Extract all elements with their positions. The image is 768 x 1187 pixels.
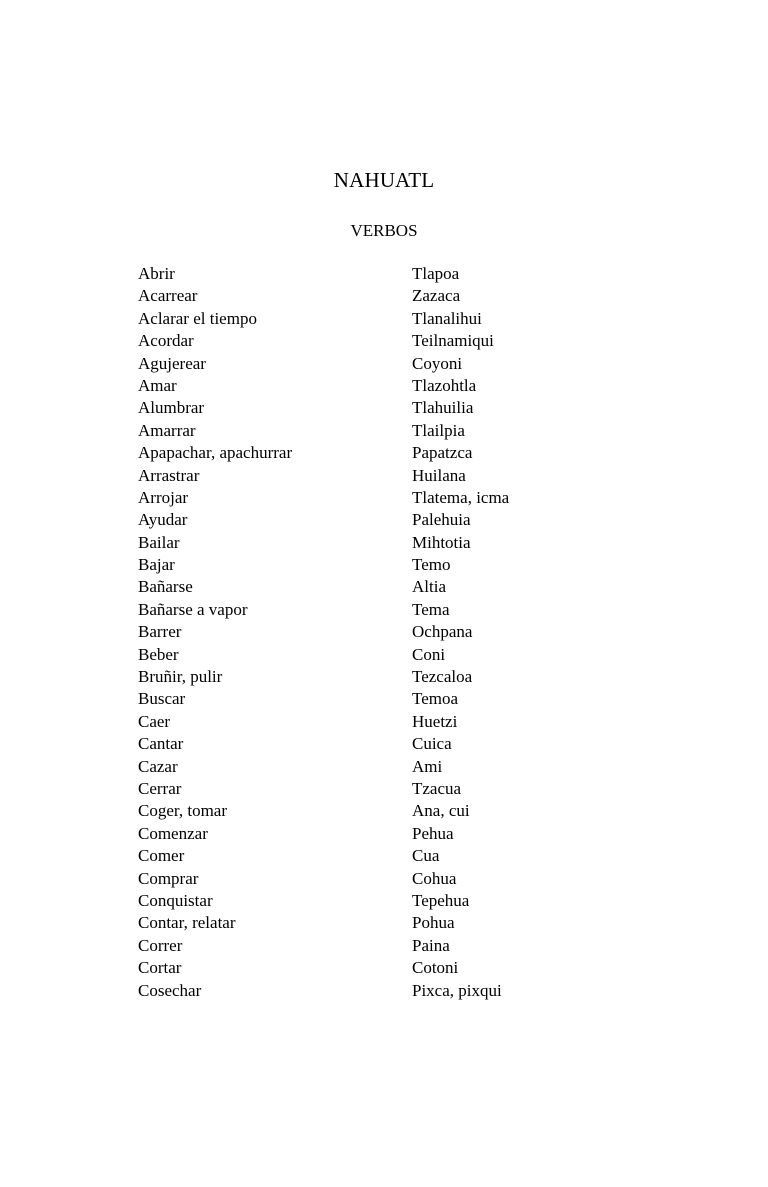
spanish-word: Arrastrar [138,465,200,485]
vocab-row [138,778,638,800]
spanish-word: Arrojar [138,487,189,507]
nahuatl-word: Tzacua [412,778,462,798]
nahuatl-word: Huetzi [412,711,458,731]
nahuatl-word: Huilana [412,465,466,485]
nahuatl-word: Paina [412,935,450,955]
vocab-row [138,397,638,419]
nahuatl-word: Altia [412,577,446,597]
nahuatl-word: Cuica [412,734,452,754]
spanish-word: Bañarse a vapor [138,599,248,619]
spanish-word: Conquistar [138,890,213,910]
vocab-row [138,644,638,666]
nahuatl-word: Coyoni [412,353,463,373]
spanish-word: Comer [138,846,185,866]
vocab-row [138,532,638,554]
spanish-word: Coger, tomar [138,801,228,821]
spanish-word: Comprar [138,868,199,888]
spanish-word: Correr [138,935,183,955]
nahuatl-word: Mihtotia [412,532,471,552]
vocab-row [138,509,638,531]
nahuatl-word: Tlahuilia [412,398,474,418]
page-title: NAHUATL [333,168,435,192]
nahuatl-word: Pehua [412,823,454,843]
nahuatl-word: Ami [412,756,443,776]
vocab-row [138,285,638,307]
vocab-row [138,353,638,375]
spanish-word: Agujerear [138,353,206,373]
vocab-row [138,263,638,285]
nahuatl-word: Tezcaloa [412,667,473,687]
spanish-word: Acordar [138,331,194,351]
vocab-row [138,465,638,487]
spanish-word: Buscar [138,689,186,709]
vocab-row [138,576,638,598]
spanish-word: Acarrear [138,286,198,306]
nahuatl-word: Teilnamiqui [412,331,494,351]
nahuatl-word: Temo [412,555,451,575]
nahuatl-word: Ochpana [412,622,473,642]
vocab-row [138,442,638,464]
spanish-word: Amarrar [138,420,196,440]
vocab-row [138,957,638,979]
vocab-row [138,621,638,643]
spanish-word: Bajar [138,555,175,575]
spanish-word: Cantar [138,734,184,754]
spanish-word: Ayudar [138,510,188,530]
nahuatl-word: Cotoni [412,958,459,978]
vocab-row [138,420,638,442]
spanish-word: Bailar [138,532,180,552]
nahuatl-word: Pixca, pixqui [412,980,502,1000]
nahuatl-word: Temoa [412,689,459,709]
spanish-word: Amar [138,375,177,395]
vocab-row [138,688,638,710]
vocab-row [138,845,638,867]
spanish-word: Abrir [138,264,175,283]
spanish-word: Alumbrar [138,398,205,418]
vocab-row [138,487,638,509]
vocab-row [138,711,638,733]
vocab-row [138,935,638,957]
vocab-row [138,912,638,934]
nahuatl-word: Ana, cui [412,801,470,821]
vocab-row [138,890,638,912]
vocab-row [138,980,638,1002]
spanish-word: Caer [138,711,171,731]
nahuatl-word: Tlapoa [412,264,460,283]
spanish-word: Bruñir, pulir [138,667,223,687]
nahuatl-word: Tema [412,599,450,619]
spanish-word: Barrer [138,622,182,642]
vocab-row [138,666,638,688]
nahuatl-word: Tlailpia [412,420,465,440]
vocab-row [138,800,638,822]
vocab-row [138,599,638,621]
spanish-word: Bañarse [138,577,193,597]
vocabulary-list [138,263,638,1002]
section-subtitle: VERBOS [350,221,418,240]
nahuatl-word: Tepehua [412,890,470,910]
nahuatl-word: Coni [412,644,446,664]
nahuatl-word: Zazaca [412,286,461,306]
spanish-word: Beber [138,644,179,664]
spanish-word: Cosechar [138,980,202,1000]
spanish-word: Aclarar el tiempo [138,308,257,328]
spanish-word: Cazar [138,756,178,776]
spanish-word: Comenzar [138,823,208,843]
spanish-word: Apapachar, apachurrar [138,443,293,463]
nahuatl-word: Palehuia [412,510,471,530]
spanish-word: Cortar [138,958,182,978]
nahuatl-word: Tlazohtla [412,375,477,395]
nahuatl-word: Cua [412,846,440,866]
nahuatl-word: Cohua [412,868,457,888]
spanish-word: Contar, relatar [138,913,236,933]
nahuatl-word: Papatzca [412,443,473,463]
vocab-row [138,868,638,890]
vocab-row [138,330,638,352]
vocab-row [138,733,638,755]
spanish-word: Cerrar [138,778,182,798]
vocab-row [138,823,638,845]
vocab-row [138,308,638,330]
vocab-row [138,375,638,397]
nahuatl-word: Tlatema, icma [412,487,510,507]
nahuatl-word: Tlanalihui [412,308,482,328]
vocab-row [138,756,638,778]
vocab-row [138,554,638,576]
nahuatl-word: Pohua [412,913,455,933]
